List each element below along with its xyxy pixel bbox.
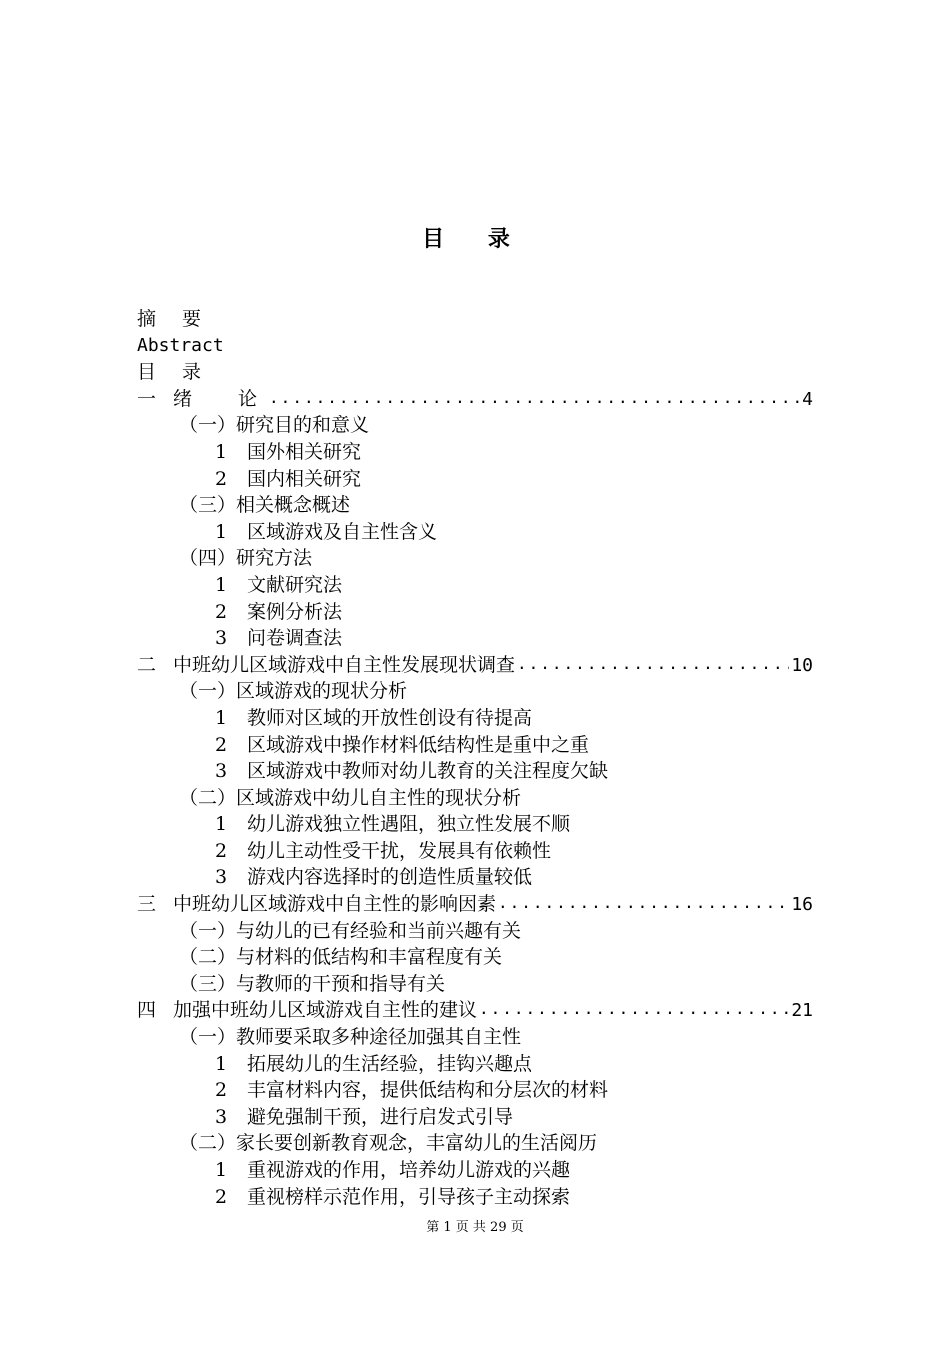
toc-page-number: 21 (791, 1000, 813, 1022)
dot-leader (479, 996, 789, 1023)
toc-page-number: 4 (802, 388, 813, 410)
toc-entry-label: 摘 要 (137, 308, 212, 330)
toc-chapter-label: 加强中班幼儿区域游戏自主性的建议 (173, 999, 478, 1022)
toc-subsection-label: 案例分析法 (247, 600, 343, 623)
toc-entry-label: Abstract (137, 334, 224, 356)
toc-subsection-number: 3 (215, 760, 228, 783)
toc-subsection[interactable] (137, 811, 813, 838)
toc-section-label: （一）区域游戏的现状分析 (179, 680, 408, 703)
toc-subsection[interactable] (137, 1157, 813, 1184)
toc-subsection-label: 国内相关研究 (247, 467, 362, 490)
toc-section-label: （三）相关概念概述 (179, 494, 351, 517)
toc-subsection[interactable] (137, 705, 813, 732)
toc-subsection-label: 游戏内容选择时的创造性质量较低 (247, 866, 533, 889)
toc-section[interactable] (137, 1024, 813, 1051)
toc-chapter-number: 二 (137, 653, 157, 676)
toc-subsection-label: 区域游戏中操作材料低结构性是重中之重 (247, 733, 590, 756)
toc-subsection-label: 重视游戏的作用，培养幼儿游戏的兴趣 (247, 1159, 571, 1181)
toc-subsection-number: 1 (215, 813, 228, 836)
toc-chapter-number: 一 (137, 387, 157, 410)
toc-subsection-label: 幼儿主动性受干扰，发展具有依赖性 (247, 839, 552, 862)
toc-subsection-number: 2 (215, 1185, 228, 1208)
toc-subsection-label: 国外相关研究 (247, 440, 362, 463)
toc-subsection[interactable] (137, 519, 813, 546)
toc-subsection-label: 拓展幼儿的生活经验，挂钩兴趣点 (247, 1052, 533, 1075)
toc-section-label: （一）研究目的和意义 (179, 414, 370, 437)
toc-subsection-label: 教师对区域的开放性创设有待提高 (247, 706, 533, 729)
toc-subsection[interactable] (137, 599, 813, 626)
toc-section[interactable] (137, 492, 813, 519)
toc-subsection[interactable] (137, 1077, 813, 1104)
toc-subsection[interactable] (137, 466, 813, 493)
toc-subsection-number: 3 (215, 627, 228, 650)
toc-subsection-number: 1 (215, 440, 228, 463)
toc-section[interactable] (137, 545, 813, 572)
toc-section[interactable] (137, 971, 813, 998)
toc-subsection-label: 区域游戏及自主性含义 (247, 520, 438, 543)
toc-section-label: （一）与幼儿的已有经验和当前兴趣有关 (179, 919, 522, 942)
toc-subsection-number: 2 (215, 1079, 228, 1102)
dot-leader (498, 890, 789, 917)
toc-page-number: 10 (791, 654, 813, 676)
toc-entry-label: 目 录 (137, 361, 212, 384)
toc-chapter-3[interactable] (137, 891, 813, 918)
toc-subsection-number: 1 (215, 1052, 228, 1075)
toc-subsection[interactable] (137, 439, 813, 466)
toc-subsection-number: 2 (215, 600, 228, 623)
toc-section-label: （三）与教师的干预和指导有关 (179, 972, 446, 995)
toc-subsection[interactable] (137, 1051, 813, 1078)
toc-subsection-label: 丰富材料内容，提供低结构和分层次的材料 (247, 1079, 609, 1102)
toc-subsection[interactable] (137, 864, 813, 891)
toc-chapter-2[interactable] (137, 652, 813, 679)
toc-subsection-number: 3 (215, 1105, 228, 1128)
toc-subsection[interactable] (137, 572, 813, 599)
toc-subsection-label: 问卷调查法 (247, 627, 343, 650)
toc-entry-contents[interactable] (137, 359, 813, 386)
toc-subsection-label: 重视榜样示范作用，引导孩子主动探索 (247, 1185, 571, 1208)
toc-section[interactable] (137, 1130, 813, 1157)
toc-section[interactable] (137, 918, 813, 945)
toc-entry-abstract-en[interactable] (137, 333, 813, 360)
toc-chapter-1[interactable] (137, 386, 813, 413)
toc-subsection[interactable] (137, 758, 813, 785)
toc-section-label: （二）家长要创新教育观念，丰富幼儿的生活阅历 (179, 1132, 598, 1155)
toc-subsection-label: 避免强制干预，进行启发式引导 (247, 1105, 514, 1128)
toc-subsection-number: 2 (215, 839, 228, 862)
toc-subsection-label: 文献研究法 (247, 573, 343, 596)
toc-section[interactable] (137, 785, 813, 812)
toc-subsection[interactable] (137, 1184, 813, 1211)
toc-subsection-number: 2 (215, 467, 228, 490)
page-footer: 第 1 页 共 29 页 (426, 1220, 524, 1235)
dot-leader (517, 651, 789, 678)
toc-title: 目 录 (422, 227, 528, 252)
toc-chapter-label: 中班幼儿区域游戏中自主性的影响因素 (173, 893, 497, 916)
toc-subsection-number: 3 (215, 866, 228, 889)
toc-section[interactable] (137, 412, 813, 439)
toc-section-label: （二）区域游戏中幼儿自主性的现状分析 (179, 786, 522, 809)
toc-section[interactable] (137, 944, 813, 971)
toc-entry-abstract-cn[interactable] (137, 306, 813, 333)
toc-subsection-label: 幼儿游戏独立性遇阻，独立性发展不顺 (247, 813, 571, 836)
toc-list (137, 306, 813, 1210)
toc-chapter-number: 三 (137, 893, 157, 916)
toc-subsection-number: 1 (215, 706, 228, 729)
toc-subsection-number: 2 (215, 733, 228, 756)
toc-chapter-label: 中班幼儿区域游戏中自主性发展现状调查 (173, 653, 516, 676)
toc-section[interactable] (137, 678, 813, 705)
toc-subsection-label: 区域游戏中教师对幼儿教育的关注程度欠缺 (247, 760, 609, 783)
toc-page-number: 16 (791, 894, 813, 916)
toc-section-label: （四）研究方法 (179, 547, 313, 570)
dot-leader (269, 385, 800, 412)
toc-subsection[interactable] (137, 1104, 813, 1131)
toc-chapter-4[interactable] (137, 997, 813, 1024)
toc-chapter-label: 绪 论 (173, 387, 268, 410)
toc-subsection[interactable] (137, 838, 813, 865)
toc-section-label: （一）教师要采取多种途径加强其自主性 (179, 1026, 522, 1049)
toc-subsection-number: 1 (215, 573, 228, 596)
toc-section-label: （二）与材料的低结构和丰富程度有关 (179, 946, 503, 969)
toc-subsection[interactable] (137, 732, 813, 759)
toc-subsection-number: 1 (215, 1159, 228, 1181)
toc-subsection-number: 1 (215, 520, 228, 543)
toc-chapter-number: 四 (137, 999, 157, 1022)
toc-subsection[interactable] (137, 625, 813, 652)
